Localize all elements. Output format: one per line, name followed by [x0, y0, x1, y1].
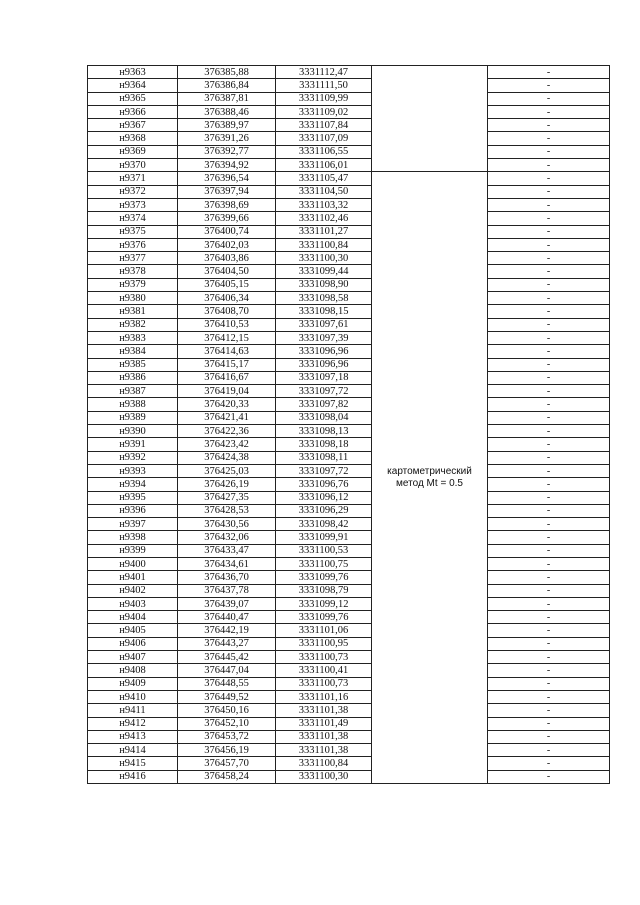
- cell-id: н9408: [88, 664, 178, 677]
- cell-x: 376439,07: [178, 597, 276, 610]
- cell-y: 3331097,72: [276, 464, 372, 477]
- cell-y: 3331099,76: [276, 611, 372, 624]
- cell-note: -: [488, 92, 610, 105]
- cell-y: 3331096,96: [276, 358, 372, 371]
- cell-note: -: [488, 185, 610, 198]
- cell-x: 376448,55: [178, 677, 276, 690]
- cell-id: н9384: [88, 345, 178, 358]
- table-row: [88, 637, 610, 650]
- cell-y: 3331109,99: [276, 92, 372, 105]
- table-row: [88, 238, 610, 251]
- cell-y: 3331098,90: [276, 278, 372, 291]
- table-row: [88, 331, 610, 344]
- cell-x: 376412,15: [178, 331, 276, 344]
- cell-note: -: [488, 504, 610, 517]
- cell-y: 3331100,73: [276, 651, 372, 664]
- cell-x: 376399,66: [178, 212, 276, 225]
- cell-note: -: [488, 544, 610, 557]
- cell-y: 3331098,04: [276, 411, 372, 424]
- cell-x: 376434,61: [178, 557, 276, 570]
- cell-y: 3331107,09: [276, 132, 372, 145]
- cell-x: 376445,42: [178, 651, 276, 664]
- cell-x: 376442,19: [178, 624, 276, 637]
- cell-id: н9387: [88, 385, 178, 398]
- cell-y: 3331099,12: [276, 597, 372, 610]
- cell-y: 3331096,96: [276, 345, 372, 358]
- cell-x: 376428,53: [178, 504, 276, 517]
- cell-y: 3331100,41: [276, 664, 372, 677]
- cell-note: -: [488, 345, 610, 358]
- cell-id: н9385: [88, 358, 178, 371]
- cell-x: 376420,33: [178, 398, 276, 411]
- cell-id: н9402: [88, 584, 178, 597]
- cell-id: н9401: [88, 571, 178, 584]
- table-row: [88, 690, 610, 703]
- coordinates-table: [87, 65, 610, 784]
- cell-y: 3331100,84: [276, 757, 372, 770]
- table-row: [88, 451, 610, 464]
- cell-x: 376443,27: [178, 637, 276, 650]
- cell-y: 3331101,38: [276, 744, 372, 757]
- cell-x: 376452,10: [178, 717, 276, 730]
- cell-note: -: [488, 557, 610, 570]
- cell-note: -: [488, 79, 610, 92]
- cell-x: 376424,38: [178, 451, 276, 464]
- cell-x: 376394,92: [178, 159, 276, 172]
- table-row: [88, 385, 610, 398]
- cell-x: 376433,47: [178, 544, 276, 557]
- cell-note: -: [488, 318, 610, 331]
- table-row: [88, 345, 610, 358]
- method-label-line2: метод Mt = 0.5: [396, 477, 463, 489]
- cell-id: н9413: [88, 730, 178, 743]
- table-row: [88, 571, 610, 584]
- cell-y: 3331096,29: [276, 504, 372, 517]
- table-row: [88, 278, 610, 291]
- cell-x: 376386,84: [178, 79, 276, 92]
- cell-x: 376402,03: [178, 238, 276, 251]
- cell-y: 3331098,15: [276, 305, 372, 318]
- table-row: [88, 677, 610, 690]
- cell-y: 3331101,38: [276, 704, 372, 717]
- table-row: [88, 651, 610, 664]
- cell-x: 376388,46: [178, 105, 276, 118]
- table-row: [88, 252, 610, 265]
- table-row: [88, 717, 610, 730]
- cell-note: -: [488, 105, 610, 118]
- table-row: [88, 478, 610, 491]
- cell-id: н9398: [88, 531, 178, 544]
- cell-y: 3331099,44: [276, 265, 372, 278]
- table-row: [88, 757, 610, 770]
- cell-y: 3331097,39: [276, 331, 372, 344]
- cell-y: 3331097,72: [276, 385, 372, 398]
- cell-id: н9363: [88, 66, 178, 79]
- cell-y: 3331100,95: [276, 637, 372, 650]
- cell-note: -: [488, 744, 610, 757]
- cell-note: -: [488, 611, 610, 624]
- cell-id: н9394: [88, 478, 178, 491]
- cell-id: н9376: [88, 238, 178, 251]
- cell-id: н9370: [88, 159, 178, 172]
- cell-note: -: [488, 491, 610, 504]
- cell-id: н9368: [88, 132, 178, 145]
- cell-note: -: [488, 704, 610, 717]
- cell-y: 3331097,82: [276, 398, 372, 411]
- cell-x: 376449,52: [178, 690, 276, 703]
- table-row: [88, 198, 610, 211]
- cell-x: 376440,47: [178, 611, 276, 624]
- table-row: [88, 371, 610, 384]
- table-row: [88, 438, 610, 451]
- cell-id: н9410: [88, 690, 178, 703]
- cell-id: н9403: [88, 597, 178, 610]
- cell-x: 376430,56: [178, 518, 276, 531]
- cell-id: н9409: [88, 677, 178, 690]
- cell-x: 376398,69: [178, 198, 276, 211]
- cell-id: н9378: [88, 265, 178, 278]
- cell-id: н9414: [88, 744, 178, 757]
- cell-note: -: [488, 651, 610, 664]
- table-row: [88, 744, 610, 757]
- cell-note: -: [488, 757, 610, 770]
- cell-x: 376432,06: [178, 531, 276, 544]
- cell-y: 3331099,76: [276, 571, 372, 584]
- cell-id: н9400: [88, 557, 178, 570]
- cell-x: 376457,70: [178, 757, 276, 770]
- cell-note: -: [488, 212, 610, 225]
- cell-id: н9364: [88, 79, 178, 92]
- cell-y: 3331103,32: [276, 198, 372, 211]
- cell-x: 376436,70: [178, 571, 276, 584]
- cell-x: 376423,42: [178, 438, 276, 451]
- cell-note: -: [488, 119, 610, 132]
- cell-id: н9393: [88, 464, 178, 477]
- cell-x: 376410,53: [178, 318, 276, 331]
- table-row: [88, 159, 610, 172]
- cell-y: 3331097,61: [276, 318, 372, 331]
- table-row: [88, 92, 610, 105]
- cell-id: н9412: [88, 717, 178, 730]
- cell-note: -: [488, 425, 610, 438]
- table-row: [88, 265, 610, 278]
- cell-y: 3331104,50: [276, 185, 372, 198]
- cell-y: 3331100,73: [276, 677, 372, 690]
- cell-id: н9369: [88, 145, 178, 158]
- table-row: [88, 105, 610, 118]
- table-row: [88, 504, 610, 517]
- cell-note: -: [488, 238, 610, 251]
- cell-x: 376408,70: [178, 305, 276, 318]
- cell-y: 3331105,47: [276, 172, 372, 185]
- cell-note: -: [488, 252, 610, 265]
- method-cell: [372, 172, 488, 784]
- cell-id: н9388: [88, 398, 178, 411]
- cell-x: 376421,41: [178, 411, 276, 424]
- table-row: [88, 305, 610, 318]
- cell-x: 376422,36: [178, 425, 276, 438]
- cell-x: 376458,24: [178, 770, 276, 783]
- cell-id: н9389: [88, 411, 178, 424]
- table-row: [88, 318, 610, 331]
- cell-id: н9416: [88, 770, 178, 783]
- cell-id: н9399: [88, 544, 178, 557]
- table-row: [88, 119, 610, 132]
- cell-id: н9380: [88, 292, 178, 305]
- table-row: [88, 624, 610, 637]
- cell-y: 3331109,02: [276, 105, 372, 118]
- cell-note: -: [488, 717, 610, 730]
- cell-x: 376427,35: [178, 491, 276, 504]
- method-cell-empty: [372, 66, 488, 172]
- cell-id: н9407: [88, 651, 178, 664]
- cell-x: 376387,81: [178, 92, 276, 105]
- cell-note: -: [488, 438, 610, 451]
- cell-y: 3331099,91: [276, 531, 372, 544]
- cell-x: 376403,86: [178, 252, 276, 265]
- cell-id: н9381: [88, 305, 178, 318]
- cell-x: 376456,19: [178, 744, 276, 757]
- method-label-line1: картометрический: [387, 465, 472, 477]
- cell-y: 3331102,46: [276, 212, 372, 225]
- table-row: [88, 212, 610, 225]
- cell-note: -: [488, 411, 610, 424]
- cell-note: -: [488, 145, 610, 158]
- table-row: [88, 544, 610, 557]
- cell-y: 3331097,18: [276, 371, 372, 384]
- cell-note: -: [488, 358, 610, 371]
- cell-id: н9383: [88, 331, 178, 344]
- cell-note: -: [488, 770, 610, 783]
- table-row: [88, 132, 610, 145]
- table-row: [88, 172, 610, 185]
- cell-id: н9372: [88, 185, 178, 198]
- cell-note: -: [488, 677, 610, 690]
- cell-note: -: [488, 305, 610, 318]
- cell-id: н9377: [88, 252, 178, 265]
- cell-note: -: [488, 664, 610, 677]
- table-row: [88, 584, 610, 597]
- cell-x: 376385,88: [178, 66, 276, 79]
- table-row: [88, 398, 610, 411]
- cell-note: -: [488, 159, 610, 172]
- table-row: [88, 611, 610, 624]
- cell-note: -: [488, 464, 610, 477]
- cell-y: 3331106,01: [276, 159, 372, 172]
- cell-note: -: [488, 730, 610, 743]
- cell-y: 3331098,58: [276, 292, 372, 305]
- cell-y: 3331098,13: [276, 425, 372, 438]
- cell-id: н9411: [88, 704, 178, 717]
- cell-id: н9375: [88, 225, 178, 238]
- cell-note: -: [488, 398, 610, 411]
- cell-id: н9406: [88, 637, 178, 650]
- cell-y: 3331106,55: [276, 145, 372, 158]
- table-row: [88, 770, 610, 783]
- cell-id: н9415: [88, 757, 178, 770]
- table-row: [88, 597, 610, 610]
- cell-x: 376415,17: [178, 358, 276, 371]
- cell-y: 3331101,06: [276, 624, 372, 637]
- cell-x: 376416,67: [178, 371, 276, 384]
- cell-note: -: [488, 385, 610, 398]
- cell-note: -: [488, 292, 610, 305]
- cell-note: -: [488, 571, 610, 584]
- cell-note: -: [488, 584, 610, 597]
- cell-note: -: [488, 66, 610, 79]
- cell-y: 3331100,84: [276, 238, 372, 251]
- cell-x: 376450,16: [178, 704, 276, 717]
- cell-x: 376391,26: [178, 132, 276, 145]
- cell-note: -: [488, 451, 610, 464]
- cell-y: 3331100,30: [276, 252, 372, 265]
- cell-note: -: [488, 225, 610, 238]
- cell-x: 376397,94: [178, 185, 276, 198]
- cell-note: -: [488, 265, 610, 278]
- cell-y: 3331096,76: [276, 478, 372, 491]
- table-row: [88, 411, 610, 424]
- table-row: [88, 664, 610, 677]
- cell-x: 376392,77: [178, 145, 276, 158]
- cell-note: -: [488, 597, 610, 610]
- table-row: [88, 491, 610, 504]
- cell-id: н9391: [88, 438, 178, 451]
- table-row: [88, 518, 610, 531]
- cell-id: н9371: [88, 172, 178, 185]
- cell-x: 376389,97: [178, 119, 276, 132]
- table-row: [88, 358, 610, 371]
- cell-id: н9386: [88, 371, 178, 384]
- cell-y: 3331100,30: [276, 770, 372, 783]
- cell-id: н9405: [88, 624, 178, 637]
- cell-y: 3331101,16: [276, 690, 372, 703]
- cell-x: 376406,34: [178, 292, 276, 305]
- cell-id: н9379: [88, 278, 178, 291]
- cell-id: н9396: [88, 504, 178, 517]
- cell-note: -: [488, 278, 610, 291]
- cell-note: -: [488, 172, 610, 185]
- cell-id: н9373: [88, 198, 178, 211]
- cell-x: 376419,04: [178, 385, 276, 398]
- table-row: [88, 557, 610, 570]
- cell-id: н9392: [88, 451, 178, 464]
- cell-note: -: [488, 531, 610, 544]
- cell-y: 3331098,18: [276, 438, 372, 451]
- cell-note: -: [488, 637, 610, 650]
- cell-y: 3331101,27: [276, 225, 372, 238]
- cell-x: 376426,19: [178, 478, 276, 491]
- cell-id: н9367: [88, 119, 178, 132]
- table-row: [88, 185, 610, 198]
- cell-x: 376400,74: [178, 225, 276, 238]
- cell-id: н9397: [88, 518, 178, 531]
- cell-x: 376447,04: [178, 664, 276, 677]
- table-row: [88, 145, 610, 158]
- table-row: [88, 425, 610, 438]
- cell-x: 376396,54: [178, 172, 276, 185]
- cell-id: н9374: [88, 212, 178, 225]
- cell-note: -: [488, 690, 610, 703]
- table-row: [88, 292, 610, 305]
- cell-x: 376453,72: [178, 730, 276, 743]
- table-row: [88, 225, 610, 238]
- cell-x: 376404,50: [178, 265, 276, 278]
- cell-id: н9404: [88, 611, 178, 624]
- cell-note: -: [488, 132, 610, 145]
- table-row: [88, 79, 610, 92]
- cell-y: 3331100,53: [276, 544, 372, 557]
- cell-note: -: [488, 624, 610, 637]
- table-row: [88, 531, 610, 544]
- cell-note: -: [488, 478, 610, 491]
- cell-y: 3331096,12: [276, 491, 372, 504]
- table-row: [88, 730, 610, 743]
- cell-x: 376437,78: [178, 584, 276, 597]
- cell-note: -: [488, 518, 610, 531]
- cell-id: н9365: [88, 92, 178, 105]
- cell-id: н9395: [88, 491, 178, 504]
- cell-y: 3331098,11: [276, 451, 372, 464]
- table-row: [88, 66, 610, 79]
- cell-y: 3331098,79: [276, 584, 372, 597]
- cell-y: 3331101,38: [276, 730, 372, 743]
- cell-y: 3331101,49: [276, 717, 372, 730]
- cell-note: -: [488, 198, 610, 211]
- cell-y: 3331112,47: [276, 66, 372, 79]
- table-row: [88, 704, 610, 717]
- cell-y: 3331107,84: [276, 119, 372, 132]
- cell-y: 3331100,75: [276, 557, 372, 570]
- cell-x: 376425,03: [178, 464, 276, 477]
- cell-x: 376405,15: [178, 278, 276, 291]
- cell-y: 3331111,50: [276, 79, 372, 92]
- cell-note: -: [488, 371, 610, 384]
- cell-y: 3331098,42: [276, 518, 372, 531]
- table-row: [88, 464, 610, 477]
- cell-id: н9382: [88, 318, 178, 331]
- coordinates-table-body: [88, 66, 610, 784]
- cell-note: -: [488, 331, 610, 344]
- cell-x: 376414,63: [178, 345, 276, 358]
- cell-id: н9366: [88, 105, 178, 118]
- cell-id: н9390: [88, 425, 178, 438]
